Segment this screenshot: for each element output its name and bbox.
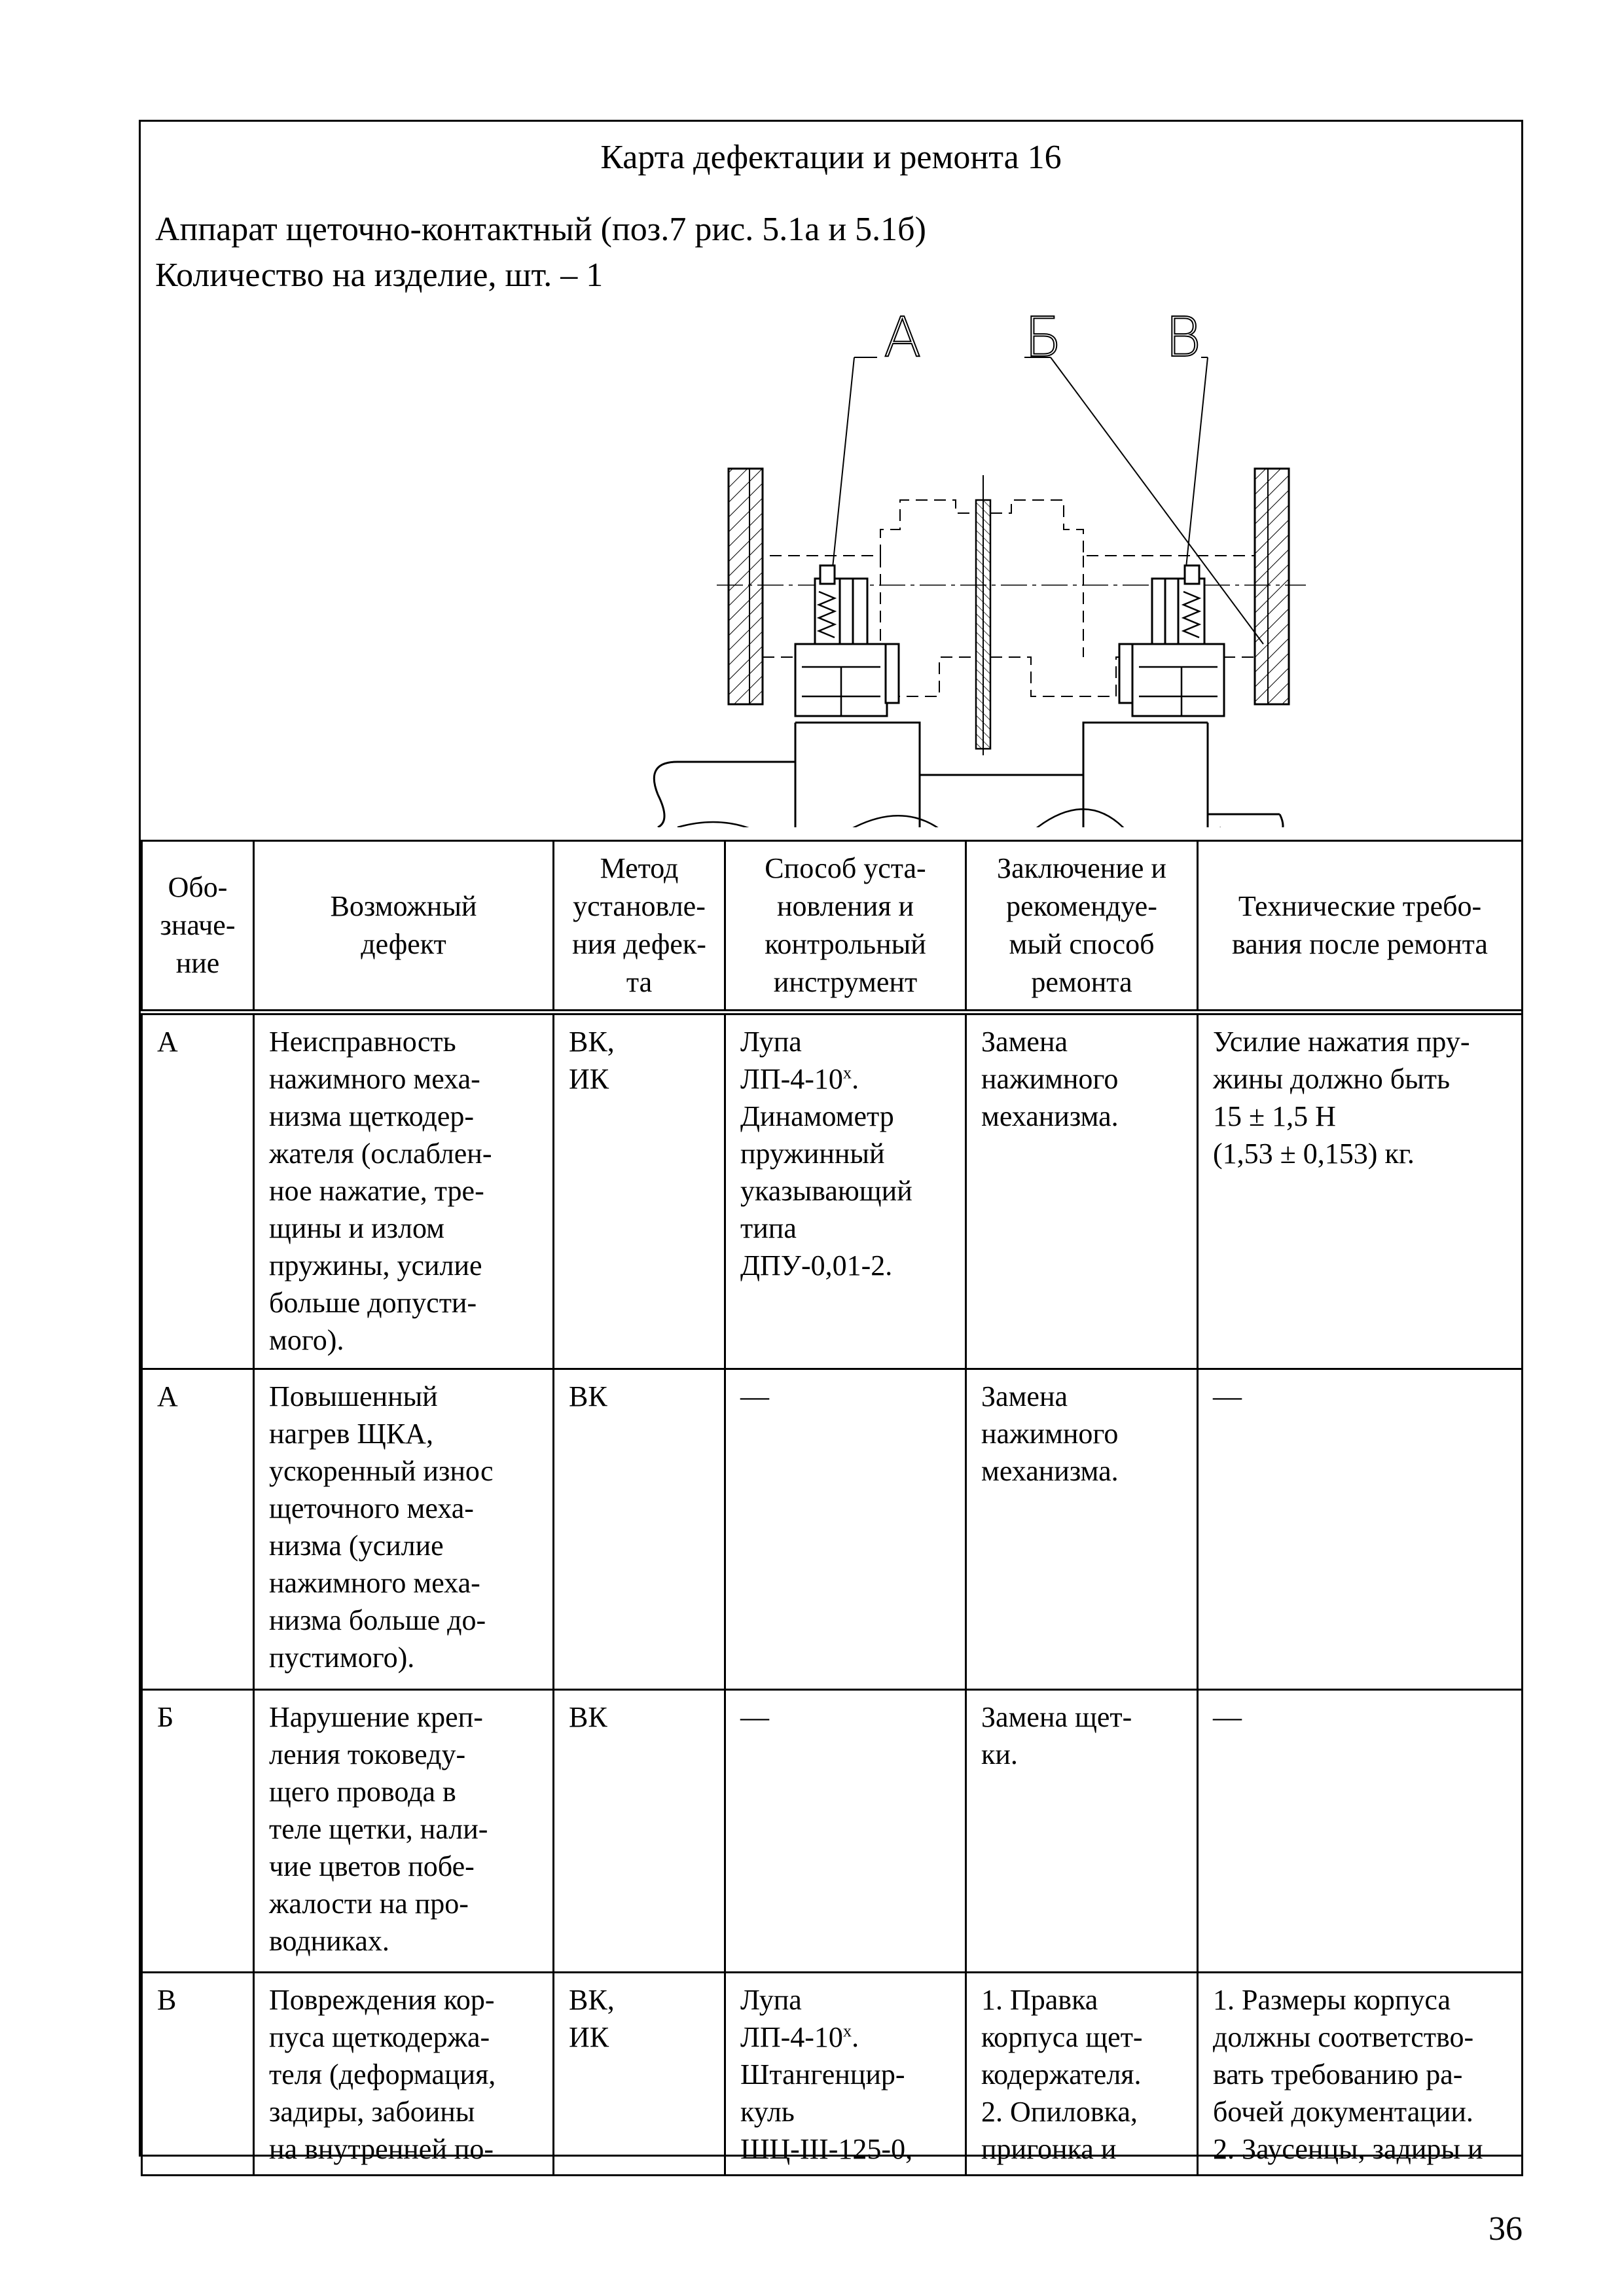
table-row	[142, 1973, 1523, 2176]
cell-code: А	[142, 1013, 254, 1369]
cell-tool: Лупа $ЛП-4-10^х$. Динамометр пружинный указывающий типа ДПУ-0,01-2.	[725, 1013, 966, 1369]
cell-method: ВК, ИК	[554, 1973, 725, 2176]
cell-tool: —	[725, 1690, 966, 1973]
table-row	[142, 1013, 1523, 1369]
cell-defect: Неисправность нажимного меха- низма щеткодер- жателя (ослаблен- ное нажатие, тре- щины и излом пружины, усилие больше допусти- мого).	[254, 1013, 554, 1369]
cell-conclusion: 1. Правка корпуса щет- кодержателя. 2. Опиловка, пригонка и	[966, 1973, 1198, 2176]
cell-defect: Нарушение креп- ления токоведу- щего провода в теле щетки, нали- чие цветов побе- жалости на про- водниках.	[254, 1690, 554, 1973]
cell-code: В	[142, 1973, 254, 2176]
item-quantity: Количество на изделие, шт. – 1	[155, 257, 604, 294]
label-v: В	[1165, 305, 1202, 369]
brush-apparatus-drawing	[527, 304, 1312, 827]
table-row	[142, 1369, 1523, 1690]
cell-defect: Повреждения кор- пуса щеткодержа- теля (деформация, задиры, забоины на внутренней по-	[254, 1973, 554, 2176]
cell-requirements: —	[1198, 1690, 1523, 1973]
cell-requirements: 1. Размеры корпуса должны соответство- вать требованию ра- бочей документации. 2. Заусенцы, задиры и	[1198, 1973, 1523, 2176]
header-tool: Способ уста- новления и контрольный инструмент	[725, 841, 966, 1013]
cell-tool: Лупа $ЛП-4-10^х$. Штангенцир- куль ШЦ-III-125-0,	[725, 1973, 966, 2176]
cell-defect: Повышенный нагрев ЩКА, ускоренный износ щеточного меха- низма (усилие нажимного меха- низма больше до- пустимого).	[254, 1369, 554, 1690]
header-method: Метод установле- ния дефек- та	[554, 841, 725, 1013]
cell-tool: —	[725, 1369, 966, 1690]
item-name: Аппарат щеточно-контактный (поз.7 рис. 5.1а и 5.1б)	[155, 211, 926, 248]
defects-table	[141, 840, 1523, 2176]
cell-requirements: Усилие нажатия пру- жины должно быть 15 ± 1,5 Н (1,53 ± 0,153) кг.	[1198, 1013, 1523, 1369]
cell-method: ВК, ИК	[554, 1013, 725, 1369]
label-a: А	[884, 305, 922, 369]
cell-conclusion: Замена нажимного механизма.	[966, 1369, 1198, 1690]
header-conclusion: Заключение и рекомендуе- мый способ ремонта	[966, 841, 1198, 1013]
cell-code: Б	[142, 1690, 254, 1973]
header-defect: Возможный дефект	[254, 841, 554, 1013]
card-title: Карта дефектации и ремонта 16	[600, 139, 1062, 176]
page-number: 36	[1489, 2210, 1523, 2248]
card-header	[141, 122, 1521, 840]
table-row	[142, 1690, 1523, 1973]
cell-method: ВК	[554, 1369, 725, 1690]
defect-card-frame	[139, 120, 1523, 2165]
header-code: Обо- значе- ние	[142, 841, 254, 1013]
header-requirements: Технические требо- вания после ремонта	[1198, 841, 1523, 1013]
cell-method: ВК	[554, 1690, 725, 1973]
cell-requirements: —	[1198, 1369, 1523, 1690]
table-header-row	[142, 841, 1523, 1013]
cell-conclusion: Замена нажимного механизма.	[966, 1013, 1198, 1369]
cell-code: А	[142, 1369, 254, 1690]
cell-conclusion: Замена щет- ки.	[966, 1690, 1198, 1973]
label-b: Б	[1024, 305, 1062, 369]
